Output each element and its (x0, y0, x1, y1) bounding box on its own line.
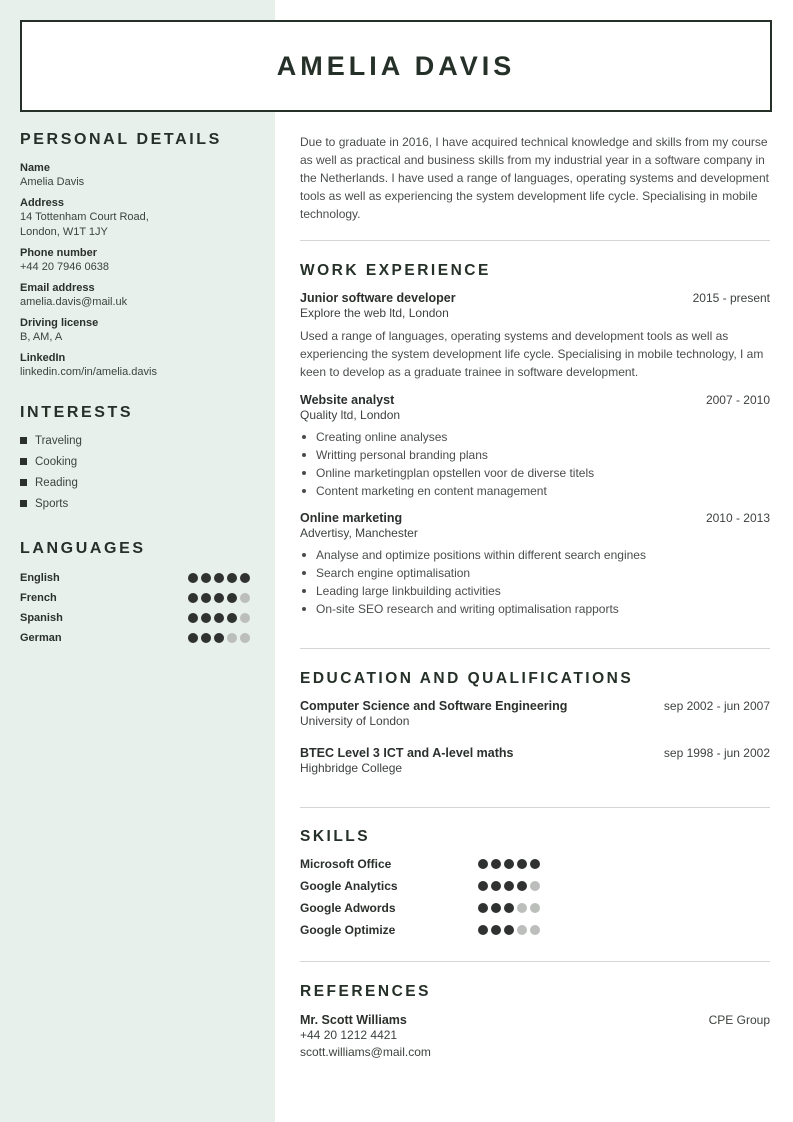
detail-value: 14 Tottenham Court Road, (20, 211, 149, 223)
filled-dot-icon (491, 903, 501, 913)
section-divider (300, 807, 770, 808)
filled-dot-icon (478, 925, 488, 935)
filled-dot-icon (188, 613, 198, 623)
job-bullet: Online marketingplan opstellen voor de diverse titels (300, 464, 770, 482)
filled-dot-icon (517, 881, 527, 891)
detail-label: Email address (20, 282, 95, 294)
reference-email: scott.williams@mail.com (300, 1045, 431, 1059)
language-name: German (20, 632, 62, 644)
education-school: Highbridge College (300, 761, 403, 775)
education-title: BTEC Level 3 ICT and A-level maths (300, 746, 514, 760)
detail-label: Phone number (20, 247, 98, 259)
skill-row (300, 875, 770, 897)
filled-dot-icon (201, 613, 211, 623)
language-row (20, 588, 250, 608)
job-bullet: Leading large linkbuilding activities (300, 582, 770, 600)
detail-value: linkedin.com/in/amelia.davis (20, 366, 157, 378)
square-bullet-icon (20, 500, 27, 507)
filled-dot-icon (504, 903, 514, 913)
filled-dot-icon (188, 593, 198, 603)
rating-dots (188, 613, 250, 623)
rating-dots (478, 859, 540, 869)
job-bullet: Analyse and optimize positions within different search engines (300, 546, 770, 564)
job-entry (300, 511, 770, 618)
detail-value: London, W1T 1JY (20, 226, 108, 238)
interest-item (20, 451, 250, 472)
empty-dot-icon (240, 593, 250, 603)
skill-name: Google Adwords (300, 901, 396, 915)
education-date: sep 1998 - jun 2002 (663, 746, 770, 760)
language-row (20, 608, 250, 628)
detail-driving-license (20, 316, 250, 345)
languages-heading: LANGUAGES (20, 540, 146, 557)
reference-company: CPE Group (708, 1013, 770, 1027)
filled-dot-icon (201, 633, 211, 643)
empty-dot-icon (240, 613, 250, 623)
filled-dot-icon (478, 903, 488, 913)
job-bullet: Creating online analyses (300, 428, 770, 446)
interest-label: Traveling (35, 434, 82, 447)
interest-label: Cooking (35, 455, 78, 468)
education-title: Computer Science and Software Engineering (300, 699, 568, 713)
personal-details-section (20, 131, 250, 386)
language-row (20, 628, 250, 648)
detail-linkedin (20, 351, 250, 380)
square-bullet-icon (20, 437, 27, 444)
education-section (300, 670, 770, 777)
rating-dots (188, 633, 250, 643)
detail-phone (20, 246, 250, 275)
work-experience-heading: WORK EXPERIENCE (300, 262, 491, 279)
empty-dot-icon (517, 903, 527, 913)
interest-label: Reading (35, 476, 78, 489)
filled-dot-icon (188, 633, 198, 643)
filled-dot-icon (478, 881, 488, 891)
filled-dot-icon (227, 613, 237, 623)
detail-value: B, AM, A (20, 331, 63, 343)
job-bullet: On-site SEO research and writing optimalisation rapports (300, 600, 770, 618)
rating-dots (478, 881, 540, 891)
filled-dot-icon (214, 613, 224, 623)
education-school: University of London (300, 714, 410, 728)
filled-dot-icon (530, 859, 540, 869)
job-entry (300, 393, 770, 500)
rating-dots (188, 593, 250, 603)
job-title: Junior software developer (300, 291, 456, 305)
empty-dot-icon (530, 903, 540, 913)
language-name: English (20, 572, 60, 584)
filled-dot-icon (491, 925, 501, 935)
rating-dots (478, 903, 540, 913)
job-date: 2010 - 2013 (705, 511, 770, 525)
job-bullet-list (300, 546, 770, 618)
skill-name: Google Optimize (300, 923, 396, 937)
section-divider (300, 961, 770, 962)
empty-dot-icon (530, 881, 540, 891)
interest-item (20, 430, 250, 451)
job-company: Explore the web ltd, London (300, 306, 449, 320)
filled-dot-icon (491, 881, 501, 891)
detail-address (20, 196, 250, 240)
rating-dots (188, 573, 250, 583)
filled-dot-icon (214, 573, 224, 583)
empty-dot-icon (530, 925, 540, 935)
interest-label: Sports (35, 497, 69, 510)
skill-row (300, 919, 770, 941)
reference-phone: +44 20 1212 4421 (300, 1028, 398, 1042)
filled-dot-icon (201, 573, 211, 583)
job-entry (300, 291, 770, 381)
personal-details-heading: PERSONAL DETAILS (20, 131, 222, 148)
job-bullet-list (300, 428, 770, 500)
job-description: Used a range of languages, operating systems and development tools as well as experiencing the system development life cycle. Specialising in mobile technology, I am keen to develop as a graduate trainee in software development. (300, 329, 764, 379)
detail-label: Address (20, 197, 65, 209)
job-bullet: Search engine optimalisation (300, 564, 770, 582)
rating-dots (478, 925, 540, 935)
detail-value: +44 20 7946 0638 (20, 261, 110, 273)
job-bullet: Content marketing en content management (300, 482, 770, 500)
interests-section (20, 404, 250, 514)
skill-row (300, 853, 770, 875)
filled-dot-icon (188, 573, 198, 583)
square-bullet-icon (20, 479, 27, 486)
detail-label: LinkedIn (20, 352, 66, 364)
candidate-name: AMELIA DAVIS (276, 50, 516, 81)
filled-dot-icon (517, 859, 527, 869)
work-experience-section (300, 262, 770, 618)
education-heading: EDUCATION AND QUALIFICATIONS (300, 670, 634, 687)
filled-dot-icon (478, 859, 488, 869)
detail-label: Name (20, 162, 50, 174)
square-bullet-icon (20, 458, 27, 465)
language-name: French (20, 592, 57, 604)
detail-name (20, 161, 250, 190)
name-header (20, 20, 772, 112)
language-row (20, 568, 250, 588)
filled-dot-icon (214, 593, 224, 603)
filled-dot-icon (504, 925, 514, 935)
filled-dot-icon (227, 593, 237, 603)
filled-dot-icon (240, 573, 250, 583)
job-date: 2015 - present (692, 291, 770, 305)
detail-label: Driving license (20, 317, 99, 329)
skill-name: Google Analytics (300, 879, 398, 893)
empty-dot-icon (240, 633, 250, 643)
filled-dot-icon (227, 573, 237, 583)
reference-name: Mr. Scott Williams (300, 1013, 407, 1027)
interests-heading: INTERESTS (20, 404, 134, 421)
profile-summary: Due to graduate in 2016, I have acquired technical knowledge and skills from my course as well as practical and business skills from my industrial year in a software company in the Netherlands. I have used a range of languages, operating systems and development tools as well as experiencing the system development life cycle. Specialising in mobile technology. (300, 135, 769, 221)
education-entry (300, 699, 770, 730)
job-company: Advertisy, Manchester (300, 526, 418, 540)
empty-dot-icon (227, 633, 237, 643)
reference-entry (300, 1013, 770, 1061)
interest-item (20, 472, 250, 493)
references-heading: REFERENCES (300, 983, 431, 1000)
detail-value: amelia.davis@mail.uk (20, 296, 128, 308)
filled-dot-icon (504, 859, 514, 869)
skill-name: Microsoft Office (300, 857, 392, 871)
section-divider (300, 240, 770, 241)
language-name: Spanish (20, 612, 63, 624)
detail-email (20, 281, 250, 310)
job-title: Online marketing (300, 511, 403, 525)
job-bullet: Writting personal branding plans (300, 446, 770, 464)
job-company: Quality ltd, London (300, 408, 401, 422)
section-divider (300, 648, 770, 649)
skills-heading: SKILLS (300, 828, 371, 845)
skill-row (300, 897, 770, 919)
filled-dot-icon (214, 633, 224, 643)
references-section (300, 983, 770, 1061)
filled-dot-icon (201, 593, 211, 603)
skills-section (300, 828, 770, 941)
interest-item (20, 493, 250, 514)
filled-dot-icon (504, 881, 514, 891)
job-title: Website analyst (300, 393, 395, 407)
main-column (300, 133, 770, 223)
job-date: 2007 - 2010 (705, 393, 770, 407)
detail-value: Amelia Davis (20, 176, 85, 188)
education-entry (300, 746, 770, 777)
filled-dot-icon (491, 859, 501, 869)
education-date: sep 2002 - jun 2007 (663, 699, 770, 713)
languages-section (20, 540, 250, 648)
empty-dot-icon (517, 925, 527, 935)
